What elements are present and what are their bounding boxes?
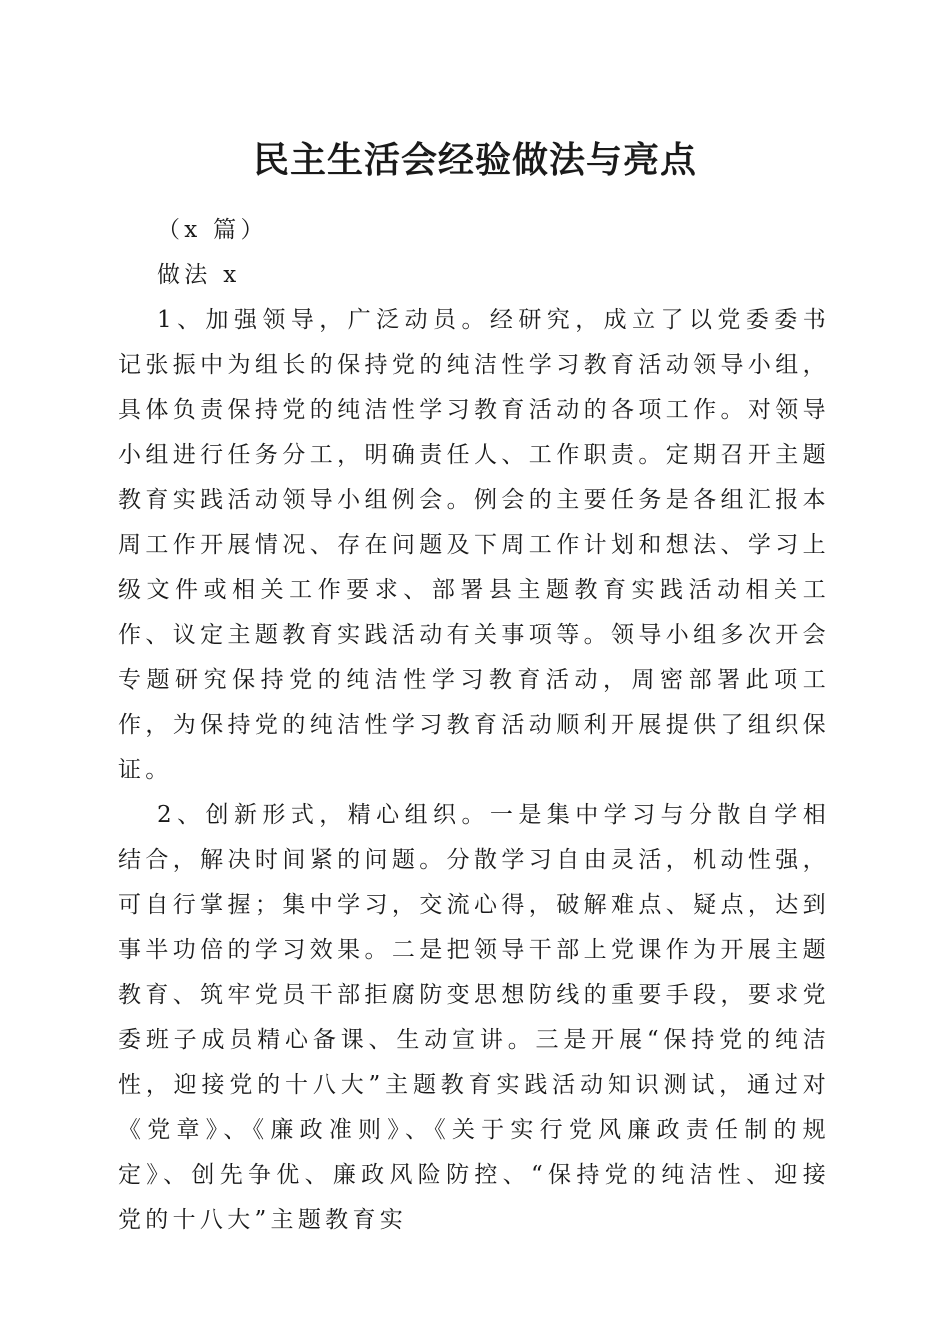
document-subtitle: （x 篇） <box>157 217 268 243</box>
section-heading: 做法 x <box>157 262 241 288</box>
paragraph: 2、创新形式，精心组织。一是集中学习与分散自学相结合，解决时间紧的问题。分散学习自由灵活，机动性强，可自行掌握；集中学习，交流心得，破解难点、疑点，达到事半功倍的学习效果。二是把领导干部上党课作为开展主题教育、筑牢党员干部拒腐防变思想防线的重要手段，要求党委班子成员精心备课、生动宣讲。三是开展“保持党的纯洁性，迎接党的十八大”主题教育实践活动知识测试，通过对《党章》、《廉政准则》、《关于实行党风廉政责任制的规定》、创先争优、廉政风险防控、“保持党的纯洁性、迎接党的十八大”主题教育实 <box>118 802 830 1233</box>
page-title: 民主生活会经验做法与亮点 <box>252 139 697 181</box>
document-body <box>118 208 830 1243</box>
paragraph: 1、加强领导，广泛动员。经研究，成立了以党委委书记张振中为组长的保持党的纯洁性学习教育活动领导小组，具体负责保持党的纯洁性学习教育活动的各项工作。对领导小组进行任务分工，明确责任人、工作职责。定期召开主题教育实践活动领导小组例会。例会的主要任务是各组汇报本周工作开展情况、存在问题及下周工作计划和想法、学习上级文件或相关工作要求、部署县主题教育实践活动相关工作、议定主题教育实践活动有关事项等。领导小组多次开会专题研究保持党的纯洁性学习教育活动，周密部署此项工作，为保持党的纯洁性学习教育活动顺利开展提供了组织保证。 <box>118 307 830 783</box>
